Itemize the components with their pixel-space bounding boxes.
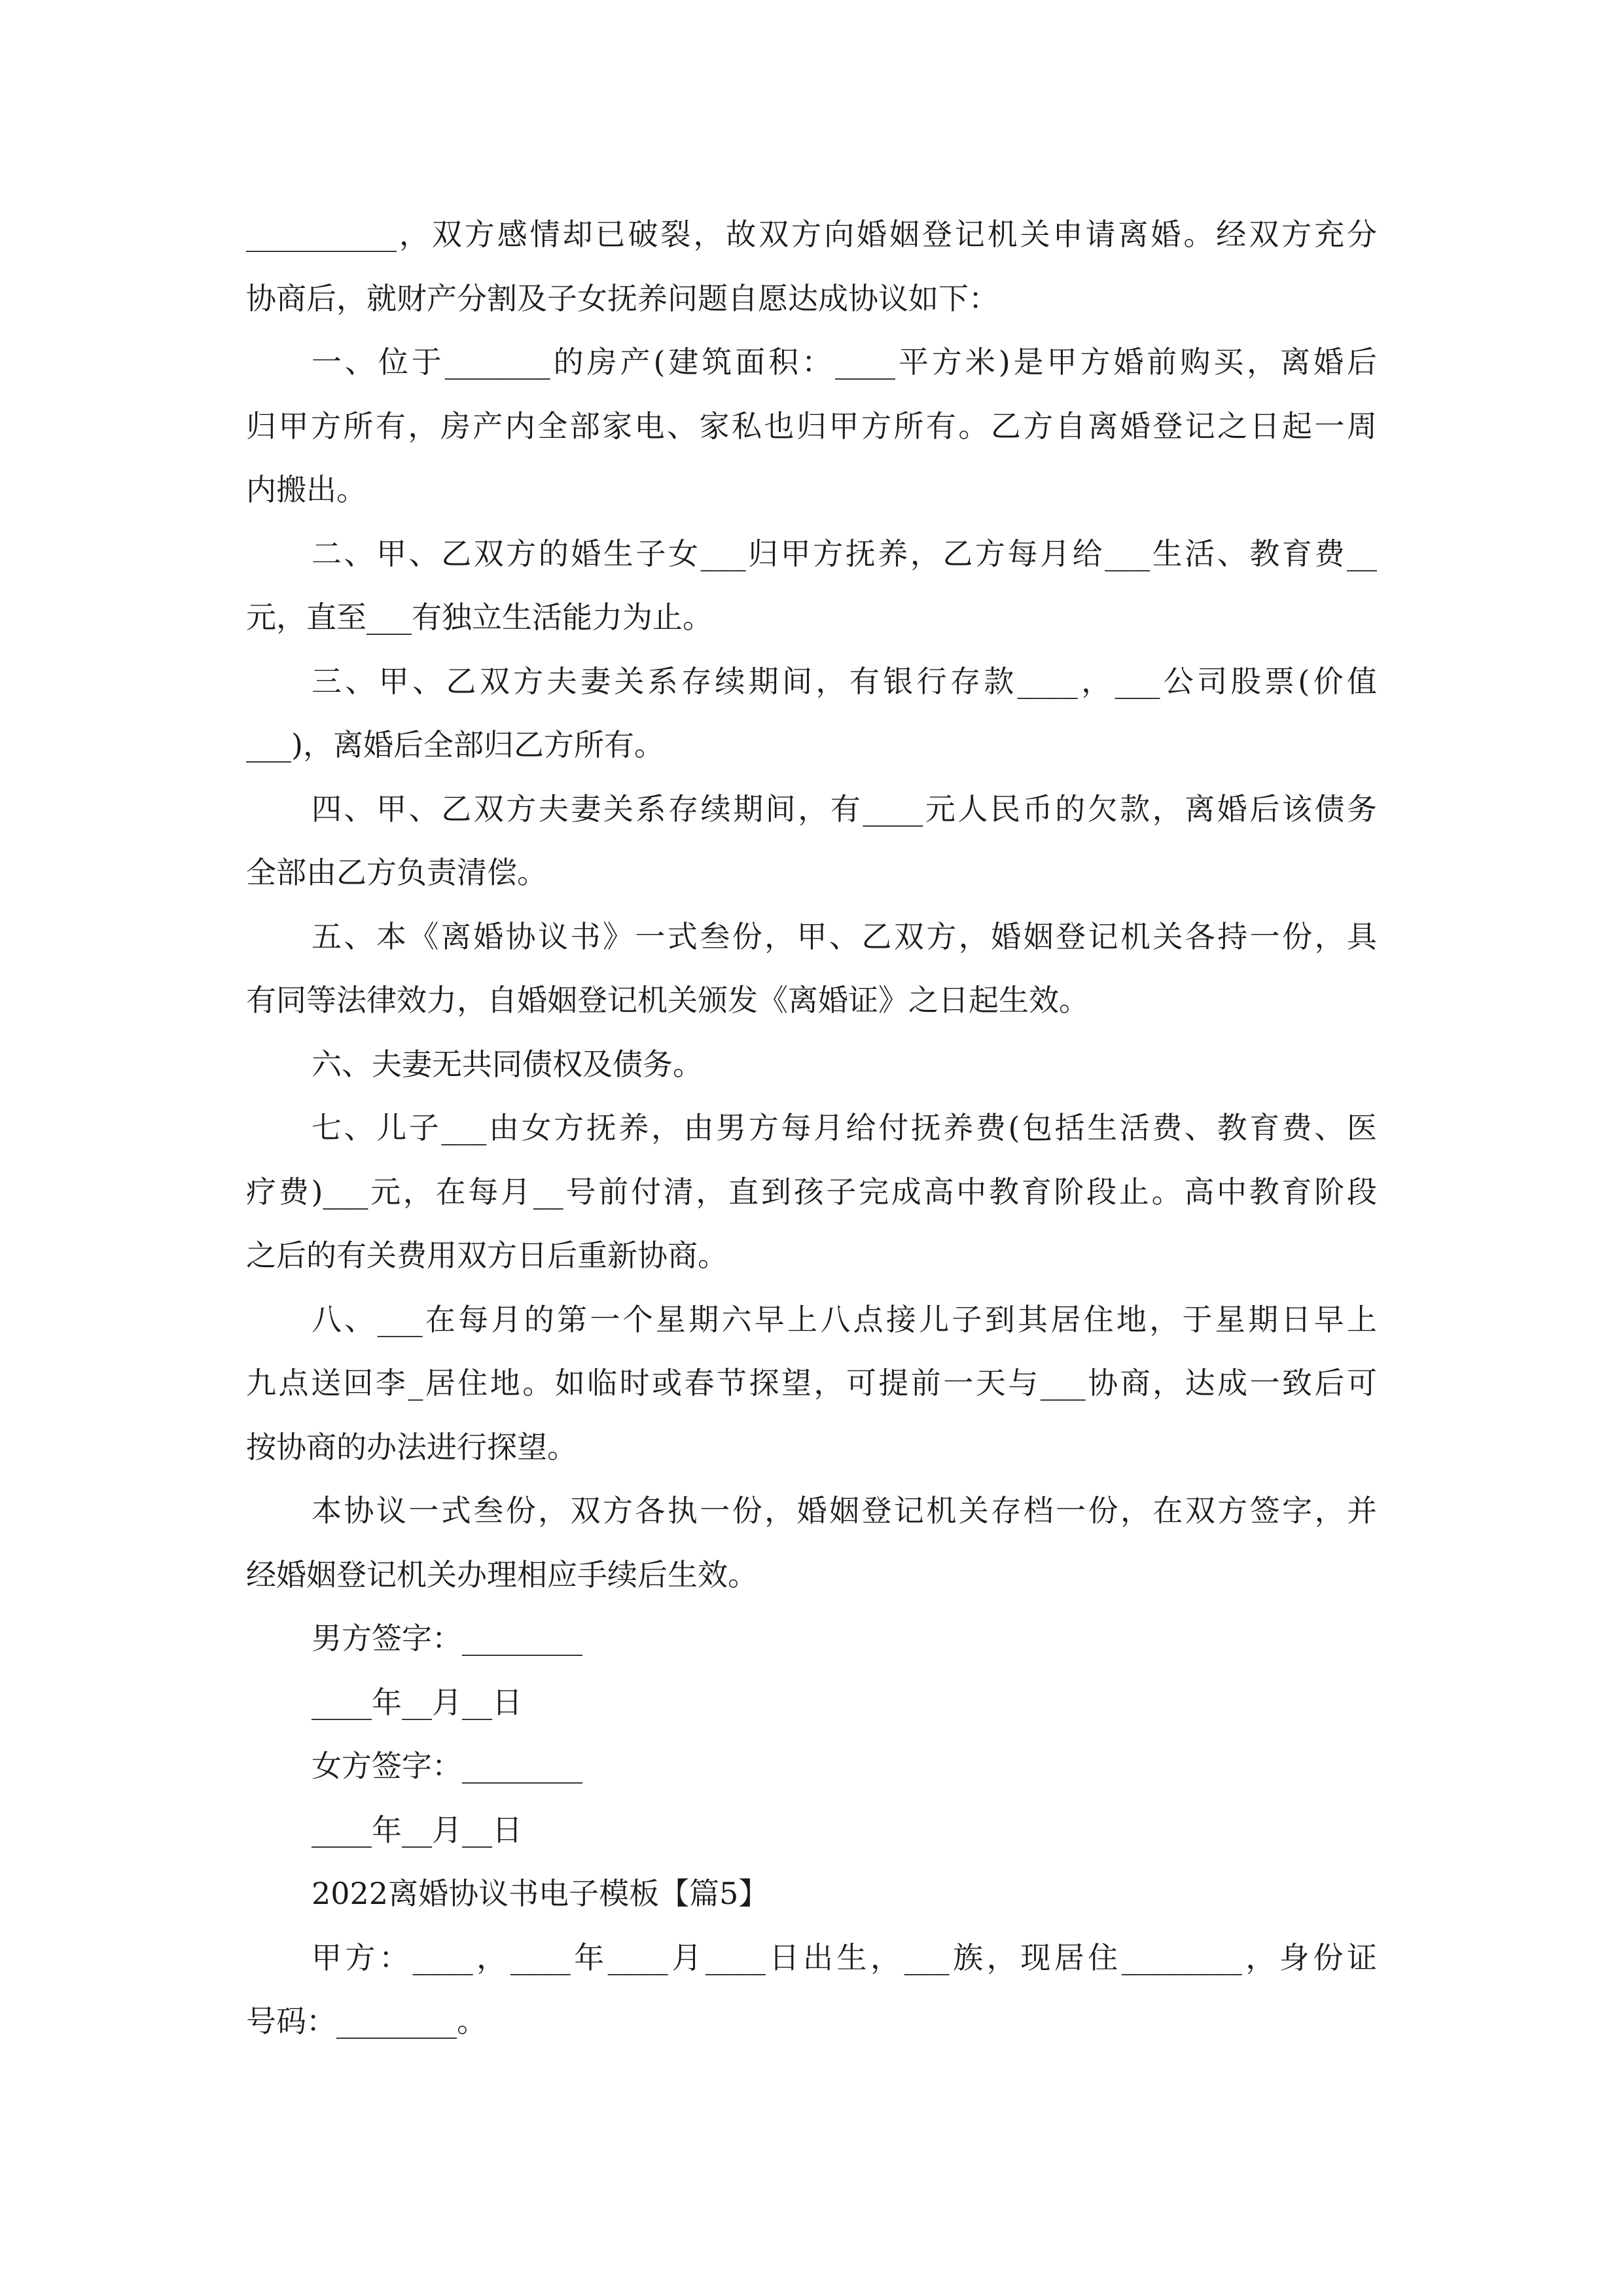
clause-8-line: 按协商的办法进行探望。 [246,1429,577,1465]
clause-1-line: 一、位于_______的房产(建筑面积：____平方米)是甲方婚前购买，离婚后 [312,344,1377,380]
clause-1-line: 归甲方所有，房产内全部家电、家私也归甲方所有。乙方自离婚登记之日起一周 [246,408,1377,444]
female-date: ____年__月__日 [312,1812,522,1848]
male-date: ____年__月__日 [312,1684,522,1720]
clause-8-line: 八、___在每月的第一个星期六早上八点接儿子到其居住地，于星期日早上 [312,1301,1377,1337]
closing-line: 经婚姻登记机关办理相应手续后生效。 [246,1556,758,1592]
clause-5-line: 五、本《离婚协议书》一式叁份，甲、乙双方，婚姻登记机关各持一份，具 [312,918,1377,954]
closing-line: 本协议一式叁份，双方各执一份，婚姻登记机关存档一份，在双方签字，并 [312,1493,1377,1528]
clause-5-line: 有同等法律效力，自婚姻登记机关颁发《离婚证》之日起生效。 [246,982,1089,1018]
intro-line: 协商后，就财产分割及子女抚养问题自愿达成协议如下： [246,280,999,316]
section-title: 2022离婚协议书电子模板【篇5】 [312,1876,769,1911]
clause-4-line: 四、甲、乙双方夫妻关系存续期间，有____元人民币的欠款，离婚后该债务 [312,791,1377,827]
clause-7-line: 七、儿子___由女方抚养，由男方每月给付抚养费(包括生活费、教育费、医 [312,1110,1377,1145]
clause-1-line: 内搬出。 [246,472,366,507]
clause-3-line: 三、甲、乙双方夫妻关系存续期间，有银行存款____，___公司股票(价值 [312,663,1377,699]
clause-8-line: 九点送回李_居住地。如临时或春节探望，可提前一天与___协商，达成一致后可 [246,1365,1377,1401]
clause-6-line: 六、夫妻无共同债权及债务。 [312,1046,703,1082]
document-page [246,203,1377,2054]
clause-3-line: ___)，离婚后全部归乙方所有。 [246,727,664,762]
clause-2-line: 二、甲、乙双方的婚生子女___归甲方抚养，乙方每月给___生活、教育费__ [312,535,1377,571]
party-a-line: 甲方：____，____年____月____日出生，___族，现居住________，身份证 [312,1939,1378,1975]
male-signature: 男方签字：________ [312,1621,582,1656]
female-signature: 女方签字：________ [312,1748,582,1784]
clause-2-line: 元，直至___有独立生活能力为止。 [246,600,713,635]
party-a-line: 号码：________。 [246,2003,487,2039]
intro-line: __________，双方感情却已破裂，故双方向婚姻登记机关申请离婚。经双方充分 [246,217,1377,252]
clause-7-line: 之后的有关费用双方日后重新协商。 [246,1238,728,1273]
clause-7-line: 疗费)___元，在每月__号前付清，直到孩子完成高中教育阶段止。高中教育阶段 [246,1174,1377,1210]
clause-4-line: 全部由乙方负责清偿。 [246,855,547,890]
